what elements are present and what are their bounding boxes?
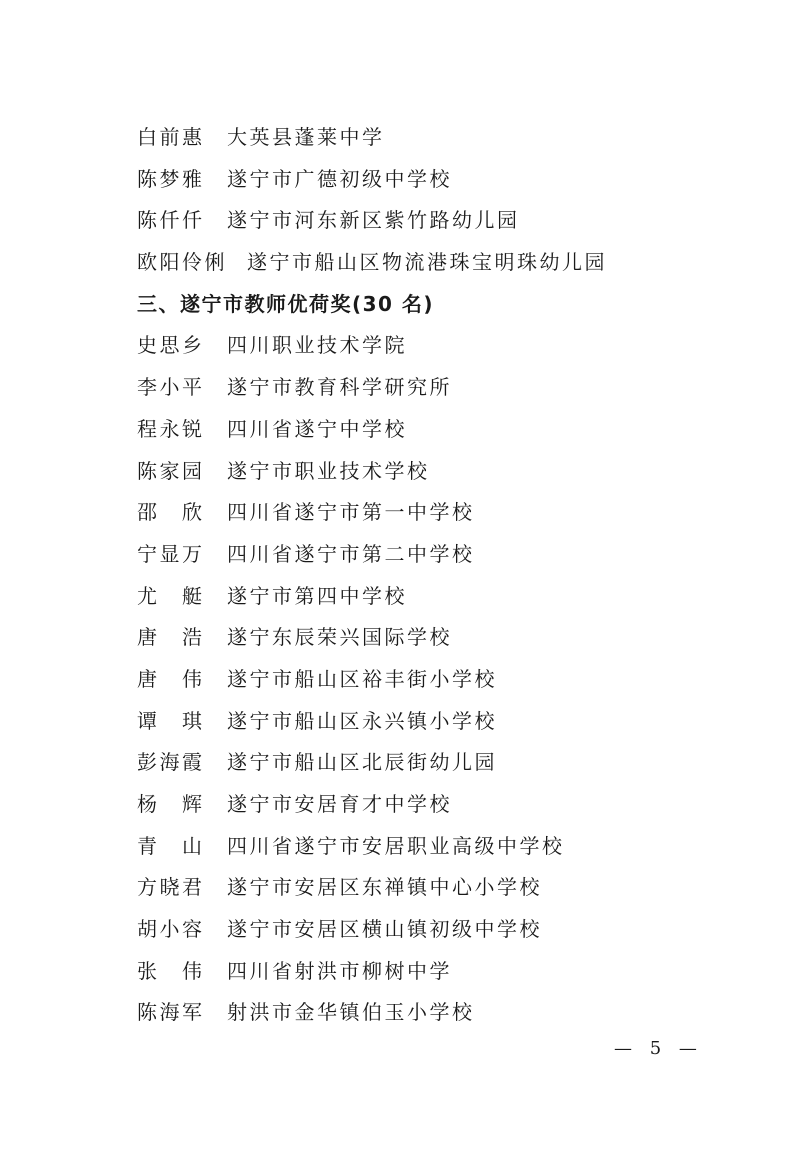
recipient-name: 方晓君 (137, 875, 205, 900)
list-item (137, 534, 757, 576)
recipient-name: 李小平 (137, 375, 205, 400)
recipient-name: 杨 辉 (137, 792, 205, 816)
recipient-name: 陈仟仟 (137, 208, 205, 233)
recipient-organization: 遂宁市教育科学研究所 (227, 375, 452, 400)
recipient-name: 唐 伟 (137, 666, 205, 691)
recipient-organization: 遂宁市船山区裕丰街小学校 (227, 666, 497, 691)
recipient-organization: 四川省射洪市柳树中学 (227, 958, 452, 983)
recipient-organization: 遂宁市船山区永兴镇小学校 (227, 708, 497, 733)
list-item (137, 659, 757, 701)
recipient-organization: 四川省遂宁市第一中学校 (227, 500, 475, 525)
recipient-organization: 四川省遂宁市安居职业高级中学校 (227, 833, 565, 858)
recipient-name: 陈梦雅 (137, 166, 205, 191)
recipient-organization: 遂宁市职业技术学校 (227, 458, 430, 483)
recipient-organization: 射洪市金华镇伯玉小学校 (227, 1000, 475, 1025)
list-item (137, 451, 757, 493)
recipient-name: 陈家园 (137, 458, 205, 483)
list-item (137, 909, 757, 951)
recipient-organization: 大英县蓬莱中学 (227, 125, 385, 149)
list-item (137, 492, 757, 534)
list-item (137, 325, 757, 367)
list-item (137, 242, 757, 284)
recipient-name: 白前惠 (137, 125, 205, 149)
list-item (137, 742, 757, 784)
recipient-organization: 遂宁市第四中学校 (227, 583, 407, 608)
list-item (137, 951, 757, 993)
recipient-name: 彭海霞 (137, 750, 205, 775)
recipient-name: 青 山 (137, 833, 205, 858)
list-item (137, 200, 757, 242)
recipient-organization: 四川职业技术学院 (227, 333, 407, 358)
recipient-organization: 四川省遂宁中学校 (227, 416, 407, 441)
recipient-name: 唐 浩 (137, 625, 205, 650)
list-item (137, 367, 757, 409)
page-number: — 5 — (614, 1038, 703, 1059)
recipient-organization: 四川省遂宁市第二中学校 (227, 541, 475, 566)
recipient-name: 史思乡 (137, 333, 205, 358)
recipient-name: 张 伟 (137, 958, 205, 983)
list-item (137, 992, 757, 1034)
recipient-name: 谭 琪 (137, 708, 205, 733)
list-item (137, 701, 757, 743)
recipient-organization: 遂宁市安居育才中学校 (227, 792, 452, 816)
recipient-organization: 遂宁市船山区北辰街幼儿园 (227, 750, 497, 775)
recipient-organization: 遂宁市船山区物流港珠宝明珠幼儿园 (247, 250, 607, 275)
list-item (137, 159, 757, 201)
recipient-organization: 遂宁市河东新区紫竹路幼儿园 (227, 208, 520, 233)
recipient-organization: 遂宁市广德初级中学校 (227, 166, 452, 191)
recipient-organization: 遂宁东辰荣兴国际学校 (227, 625, 452, 650)
list-item (137, 867, 757, 909)
recipient-name: 邵 欣 (137, 500, 205, 525)
recipient-name: 程永锐 (137, 416, 205, 441)
list-item (137, 117, 757, 159)
recipient-name: 尤 艇 (137, 583, 205, 608)
recipient-name: 陈海军 (137, 1000, 205, 1025)
list-item (137, 409, 757, 451)
recipient-name: 宁显万 (137, 541, 205, 566)
recipient-name: 胡小容 (137, 917, 205, 942)
recipient-organization: 遂宁市安居区东禅镇中心小学校 (227, 875, 542, 900)
recipient-name: 欧阳伶俐 (137, 250, 227, 275)
section-heading: 三、遂宁市教师优荷奖(30 名) (137, 291, 435, 316)
award-list (137, 117, 757, 1034)
list-item (137, 617, 757, 659)
recipient-organization: 遂宁市安居区横山镇初级中学校 (227, 917, 542, 942)
list-item (137, 784, 757, 826)
list-item (137, 576, 757, 618)
list-item (137, 826, 757, 868)
